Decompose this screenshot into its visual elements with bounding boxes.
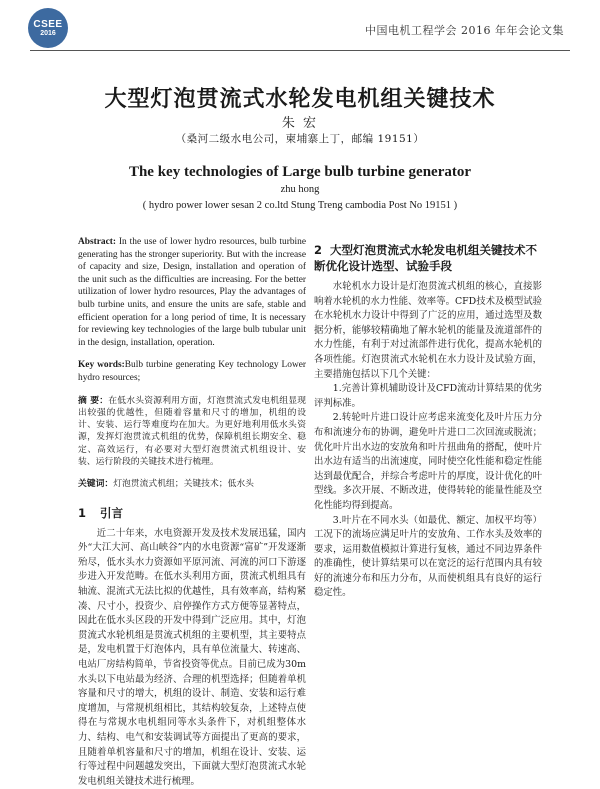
abstract-cn-text: 在低水头资源利用方面，灯泡贯流式发电机组显现出较强的优越性，但随着容量和尺寸的增加，机组的设计、安装、运行等难度均在加大。为更好地利用低水头资源，发挥灯泡贯流式机组的优势，保障机组长期安全、稳定、高效运行，有必要对大型灯泡贯流式机组设计、安装、运行阶段的关键技术进行梳理。 bbox=[78, 395, 306, 468]
left-column bbox=[78, 236, 306, 789]
section-1-title: 引言 bbox=[100, 505, 124, 520]
author-cn: 朱 宏 bbox=[281, 116, 319, 131]
abstract-cn bbox=[78, 395, 306, 469]
section-1-heading bbox=[78, 505, 306, 521]
affiliation-cn: （桑河二级水电公司，柬埔寨上丁，邮编 19151） bbox=[175, 133, 425, 145]
paper-title-en: The key technologies of Large bulb turbine generator bbox=[128, 164, 472, 180]
author-en: zhu hong bbox=[280, 184, 320, 195]
keywords-en bbox=[78, 359, 306, 384]
affiliation-en: ( hydro power lower sesan 2 co.ltd Stung Treng cambodia Post No 19151 ) bbox=[142, 200, 458, 211]
paper-title-cn: 大型灯泡贯流式水轮发电机组关键技术 bbox=[104, 87, 496, 112]
section-2-item-3: 3.叶片在不同水头（如最优、额定、加权平均等）工况下的流场应满足叶片的安放角、工作水头及效率的要求，运用数值模拟计算进行复核，通过不同边界条件的准确性，使计算结果可以在宽泛的运行范围内具有较好的流速分布和压力分布，从而使机组具有良好的运行稳定性。 bbox=[314, 514, 542, 599]
header-divider bbox=[30, 50, 570, 51]
abstract-en bbox=[78, 236, 306, 349]
keywords-en-text: Bulb turbine generating Key technology Lower hydro resources; bbox=[78, 360, 306, 383]
abstract-en-text: In the use of lower hydro resources, bulb turbine generating has the stronger superiority. But with the increase of capacity and size, Design, installation and operation of the unit such as the difficulties are increasing. For the better utilization of lower hydro resources, Play the advantages of bulb turbine units, and ensure the units are safe, stable and efficient operation for a long period of time, It is necessary for reviewing key technologies of the large bulb tubular unit in the design, installation, operation. bbox=[78, 237, 306, 348]
keywords-en-label: Key words: bbox=[78, 360, 125, 371]
keywords-cn bbox=[78, 478, 306, 490]
section-2-paragraph: 水轮机水力设计是灯泡贯流式机组的核心，直接影响着水轮机的水力性能、效率等。CFD技术及模型试验在水轮机水力设计中得到了广泛的应用，通过选型及数据分析，能够较精确地了解水轮机的能量及流道部件的水力性能，有利于对过流部件进行优化，提高水轮机的各项性能。灯泡贯流式水轮机在水力设计及试验方面，主要措施包括以下几个关键： bbox=[314, 281, 542, 380]
section-2-item-2: 2.转轮叶片进口设计应考虑来流变化及叶片压力分布和流速分布的协调，避免叶片进口二次回流或脱流；优化叶片出水边的安放角和叶片扭曲角的搭配，使叶片出水边有适当的出流速度，同时使空化性能和稳定性能达到最优配合，并综合考虑叶片的厚度，设计优化的叶型线。多次开展、不断改进，使得转轮的能量性能及空化性能均得到提高。 bbox=[314, 412, 542, 511]
section-2-item-1: 1.完善计算机辅助设计及CFD流动计算结果的优劣评判标准。 bbox=[314, 383, 542, 409]
keywords-cn-label: 关键词： bbox=[78, 479, 114, 490]
right-column bbox=[314, 236, 542, 601]
logo-text: CSEE bbox=[33, 18, 63, 30]
section-1-number: 1 bbox=[78, 505, 87, 520]
section-1-paragraph: 近二十年来，水电资源开发及技术发展迅猛，国内外“大江大河、高山峡谷”内的水电资源“富矿”开发逐渐殆尽，低水头水力资源如平原河流、河流的河口下游逐步进入开发范畴。在低水头利用方面，贯流式机组具有轴流、混流式无法比拟的优越性，具有效率高，结构紧凑、尺寸小，投资少、启停操作方式方便等显著特点，因此在低水头区段的开发中得到广泛应用。其中，灯泡贯流式水轮机组是贯流式机组的主要机型，其主要特点是，发电机置于灯泡体内，具有单位流量大、转速高、电站厂房结构简单，节省投资等优点。目前已成为30m水头以下电站最为经济、合理的机型选择；但随着单机容量和尺寸的增大，机组的设计、制造、安装和运行难度增加，与常规机组相比，其结构较复杂，上述特点使得在与常规水电机组同等水头条件下，对机组整体水力、结构、电气和安装调试等方面提出了更高的要求，且随着单机容量和尺寸的增加，机组在设计、安装、运行等过程中问题越发突出，下面就大型灯泡贯流式水轮发电机组关键技术进行梳理。 bbox=[78, 527, 306, 787]
section-2-number: 2 bbox=[314, 243, 323, 257]
csee-logo bbox=[28, 8, 68, 48]
abstract-cn-label: 摘 要： bbox=[78, 395, 109, 406]
section-2-heading bbox=[314, 242, 542, 274]
keywords-cn-text: 灯泡贯流式机组；关键技术；低水头 bbox=[113, 479, 254, 490]
abstract-en-label: Abstract: bbox=[78, 237, 117, 247]
section-2-title: 大型灯泡贯流式水轮发电机组关键技术不断优化设计选型、试验手段 bbox=[314, 243, 538, 273]
logo-year: 2016 bbox=[40, 29, 56, 37]
running-header: 中国电机工程学会 2016 年年会论文集 bbox=[365, 24, 564, 37]
